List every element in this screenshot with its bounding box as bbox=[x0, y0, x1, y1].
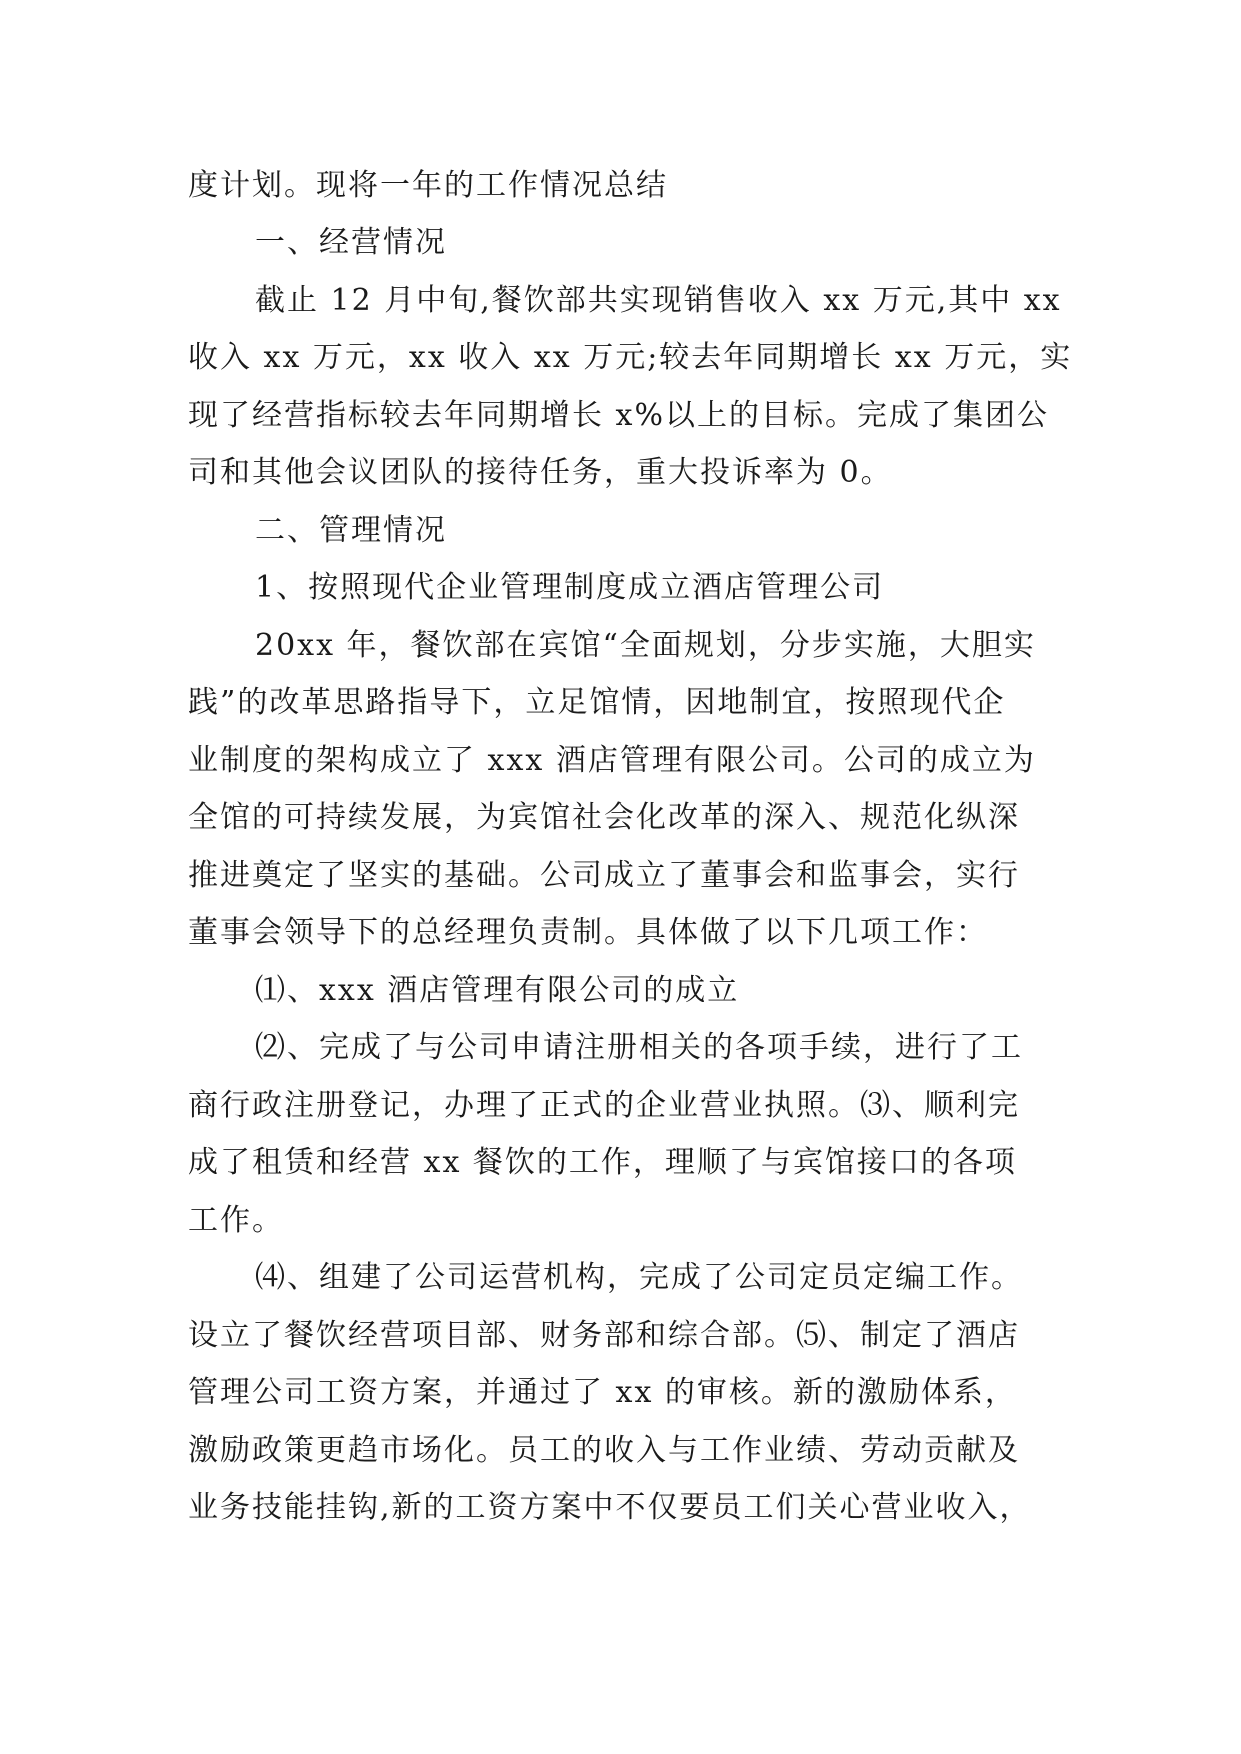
text-line: 践”的改革思路指导下，立足馆情，因地制宜，按照现代企 bbox=[188, 685, 1006, 720]
text-line: 商行政注册登记，办理了正式的企业营业执照。⑶、顺利完 bbox=[188, 1088, 1020, 1123]
text-line: 20xx 年，餐饮部在宾馆“全面规划，分步实施，大胆实 bbox=[255, 628, 1036, 663]
text-line: 业制度的架构成立了 xxx 酒店管理有限公司。公司的成立为 bbox=[188, 743, 1036, 778]
text-line: 管理公司工资方案，并通过了 xx 的审核。新的激励体系， bbox=[188, 1375, 1017, 1410]
section-heading: 一、经营情况 bbox=[255, 225, 447, 260]
list-item: ⑴、xxx 酒店管理有限公司的成立 bbox=[255, 973, 740, 1008]
subsection-heading: 1、按照现代企业管理制度成立酒店管理公司 bbox=[255, 570, 885, 605]
list-item: ⑵、完成了与公司申请注册相关的各项手续，进行了工 bbox=[255, 1030, 1023, 1065]
text-line: 司和其他会议团队的接待任务，重大投诉率为 0。 bbox=[188, 455, 893, 490]
text-line: 成了租赁和经营 xx 餐饮的工作，理顺了与宾馆接口的各项 bbox=[188, 1145, 1017, 1180]
text-line: 业务技能挂钩,新的工资方案中不仅要员工们关心营业收入， bbox=[188, 1490, 1032, 1525]
text-line: 现了经营指标较去年同期增长 x%以上的目标。完成了集团公 bbox=[188, 398, 1049, 433]
text-line: 设立了餐饮经营项目部、财务部和综合部。⑸、制定了酒店 bbox=[188, 1318, 1020, 1353]
list-item: ⑷、组建了公司运营机构，完成了公司定员定编工作。 bbox=[255, 1260, 1023, 1295]
text-line: 收入 xx 万元，xx 收入 xx 万元;较去年同期增长 xx 万元，实 bbox=[188, 340, 1073, 375]
section-heading: 二、管理情况 bbox=[255, 513, 447, 548]
text-line: 全馆的可持续发展，为宾馆社会化改革的深入、规范化纵深 bbox=[188, 800, 1020, 835]
text-line: 董事会领导下的总经理负责制。具体做了以下几项工作： bbox=[188, 915, 988, 950]
text-line: 激励政策更趋市场化。员工的收入与工作业绩、劳动贡献及 bbox=[188, 1433, 1020, 1468]
text-line: 推进奠定了坚实的基础。公司成立了董事会和监事会，实行 bbox=[188, 858, 1020, 893]
text-line: 工作。 bbox=[188, 1203, 284, 1238]
text-line: 度计划。现将一年的工作情况总结 bbox=[188, 168, 668, 203]
text-line: 截止 12 月中旬,餐饮部共实现销售收入 xx 万元,其中 xx bbox=[255, 283, 1062, 318]
